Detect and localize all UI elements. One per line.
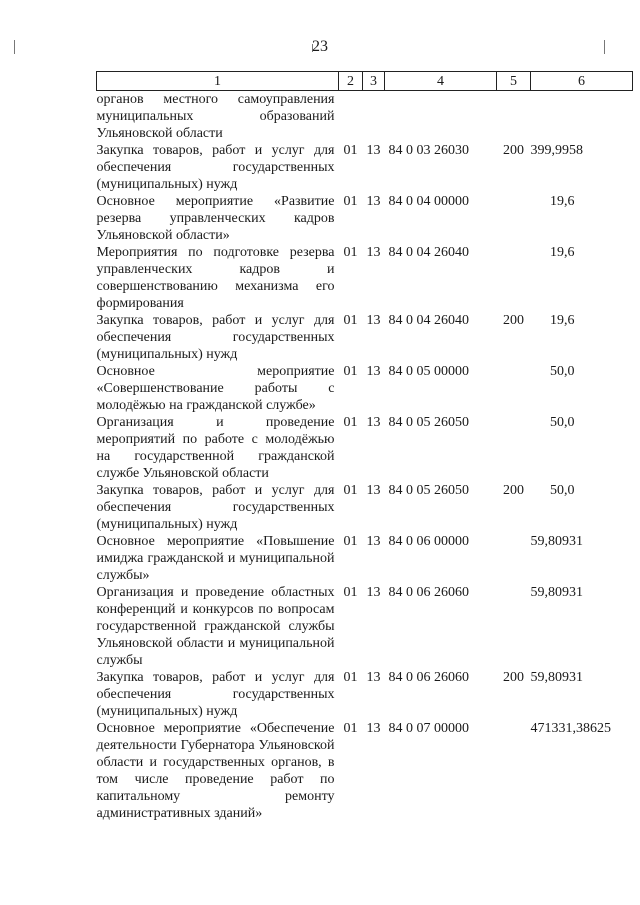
row-subsection: 13 [366,143,381,158]
row-section: 01 [343,194,358,209]
row-amount: 59,80931 [530,585,583,600]
row-target-code: 84 0 07 00000 [388,721,469,736]
row-target-code: 84 0 03 26030 [388,143,469,158]
row-target-code: 84 0 04 26040 [388,313,469,328]
row-amount: 399,9958 [530,143,583,158]
row-section: 01 [343,585,358,600]
budget-table-wrap [96,71,632,822]
table-row [97,193,633,244]
row-subsection: 13 [366,364,381,379]
row-section: 01 [343,483,358,498]
row-expense-type [497,720,531,822]
row-subsection: 13 [366,245,381,260]
row-expense-type: 200 [503,670,524,685]
row-expense-type [497,244,531,312]
row-target-code: 84 0 04 26040 [388,245,469,260]
row-amount: 50,0 [550,364,575,379]
row-subsection: 13 [366,585,381,600]
row-amount: 19,6 [550,194,575,209]
row-section: 01 [343,364,358,379]
row-section: 01 [343,143,358,158]
row-name: Основное мероприятие «Совершенствование работы с молодёжью на гражданской службе» [96,364,335,413]
row-amount: 50,0 [550,483,575,498]
row-target-code: 84 0 04 00000 [388,194,469,209]
row-expense-type [497,91,531,143]
row-target-code: 84 0 06 26060 [388,670,469,685]
table-row [97,584,633,669]
row-expense-type [497,193,531,244]
table-row [97,720,633,822]
row-section: 01 [343,670,358,685]
header-col-2: 2 [339,72,363,91]
row-target-code: 84 0 05 00000 [388,364,469,379]
row-name: Основное мероприятие «Обеспечение деятельности Губернатора Ульяновской области и государственных органов, в том числе проведение работ по капитальному ремонту административных зданий» [96,721,335,821]
row-target-code: 84 0 05 26050 [388,483,469,498]
row-target-code: 84 0 05 26050 [388,415,469,430]
table-row [97,142,633,193]
row-subsection: 13 [366,194,381,209]
row-subsection [363,91,385,143]
header-col-4: 4 [385,72,497,91]
row-expense-type: 200 [503,313,524,328]
row-expense-type: 200 [503,143,524,158]
table-header-row [97,72,633,91]
table-row [97,244,633,312]
row-expense-type [497,584,531,669]
row-section: 01 [343,721,358,736]
table-row [97,312,633,363]
row-name: Закупка товаров, работ и услуг для обеспечения государственных (муниципальных) нужд [96,313,335,362]
header-col-3: 3 [363,72,385,91]
row-subsection: 13 [366,415,381,430]
row-amount [531,91,633,143]
row-section [339,91,363,143]
row-target-code: 84 0 06 26060 [388,585,469,600]
table-row [97,414,633,482]
row-expense-type [497,414,531,482]
row-amount: 19,6 [550,245,575,260]
header-col-6: 6 [531,72,633,91]
row-subsection: 13 [366,721,381,736]
row-section: 01 [343,313,358,328]
row-expense-type [497,363,531,414]
page-number: 23 [312,38,328,55]
row-expense-type: 200 [503,483,524,498]
row-target-code: 84 0 06 00000 [388,534,469,549]
row-subsection: 13 [366,534,381,549]
row-name: Закупка товаров, работ и услуг для обеспечения государственных (муниципальных) нужд [96,143,335,192]
table-row [97,91,633,143]
row-amount: 50,0 [550,415,575,430]
row-name: Основное мероприятие «Развитие резерва управленческих кадров Ульяновской области» [96,194,335,243]
table-row [97,669,633,720]
row-name: Закупка товаров, работ и услуг для обеспечения государственных (муниципальных) нужд [96,670,335,719]
row-name: Основное мероприятие «Повышение имиджа гражданской и муниципальной службы» [96,534,335,583]
row-subsection: 13 [366,483,381,498]
row-name: Мероприятия по подготовке резерва управленческих кадров и совершенствованию механизма его формирования [96,245,335,311]
row-amount: 59,80931 [530,534,583,549]
row-amount: 471331,38625 [530,721,611,736]
header-col-5: 5 [497,72,531,91]
header-col-1: 1 [97,72,339,91]
row-section: 01 [343,415,358,430]
table-row [97,482,633,533]
row-subsection: 13 [366,313,381,328]
row-name: Организация и проведение мероприятий по работе с молодёжью на государственной гражданской службе Ульяновской области [96,415,335,481]
budget-table [96,71,633,822]
row-target-code [385,91,497,143]
row-expense-type [497,533,531,584]
row-name: Организация и проведение областных конференций и конкурсов по вопросам государственной гражданской службы Ульяновской области и муниципальной службы [96,585,335,668]
table-row [97,363,633,414]
row-name: Закупка товаров, работ и услуг для обеспечения государственных (муниципальных) нужд [96,483,335,532]
row-section: 01 [343,534,358,549]
row-subsection: 13 [366,670,381,685]
table-row [97,533,633,584]
row-amount: 19,6 [550,313,575,328]
row-section: 01 [343,245,358,260]
row-name: органов местного самоуправления муниципальных образований Ульяновской области [96,92,335,141]
row-amount: 59,80931 [530,670,583,685]
